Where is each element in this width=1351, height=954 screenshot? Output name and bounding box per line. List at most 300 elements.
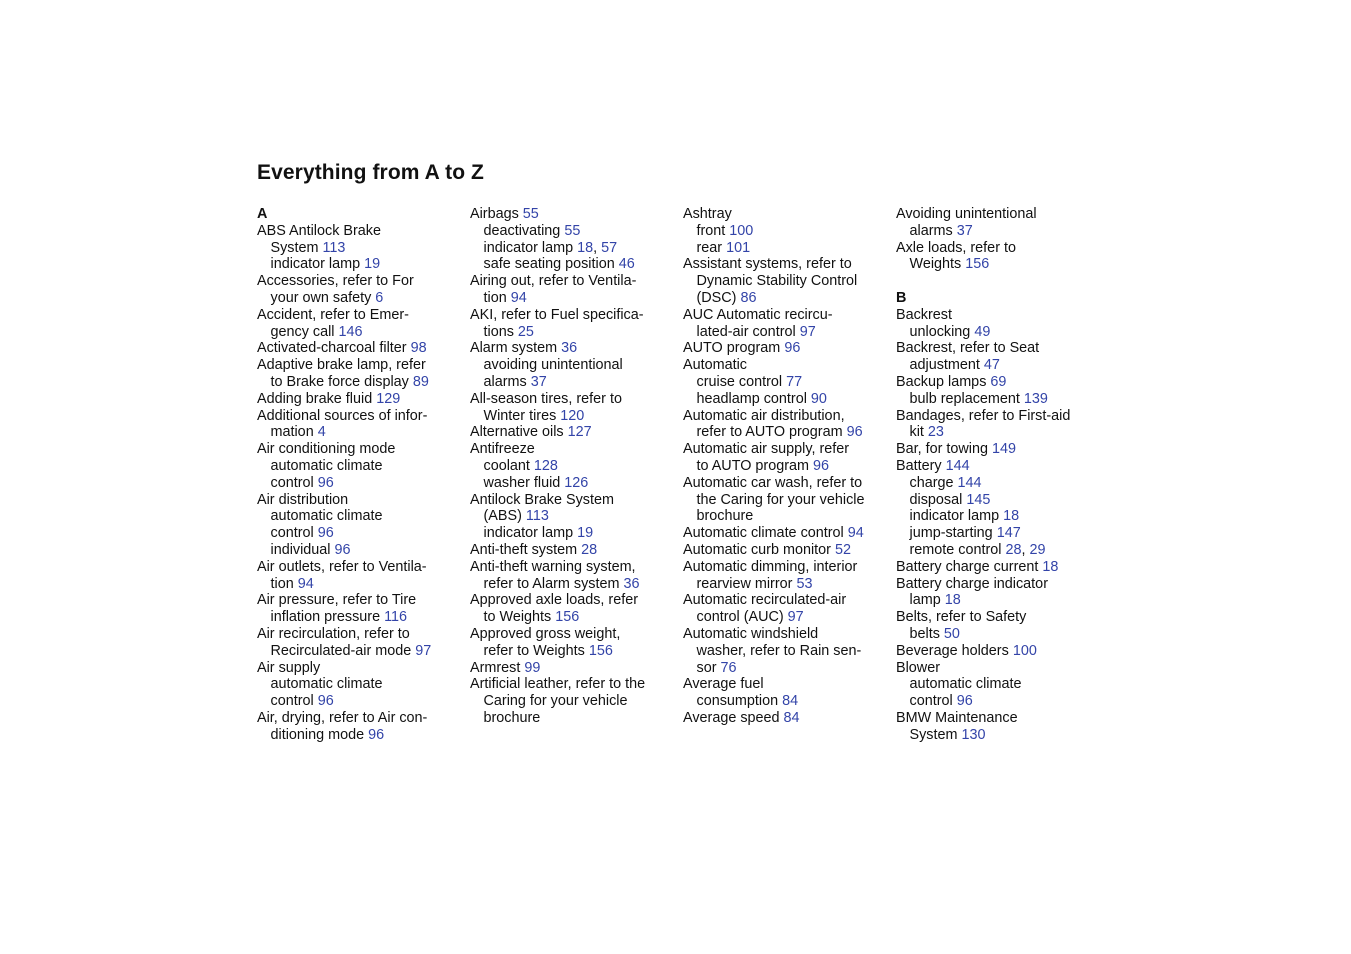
entry-text: Air supply bbox=[257, 659, 321, 676]
page-link[interactable]: 113 bbox=[322, 239, 346, 256]
entry-text: Alternative oils bbox=[470, 424, 564, 441]
page-link[interactable]: 97 bbox=[799, 323, 816, 340]
index-subentry bbox=[683, 693, 883, 710]
index-subentry bbox=[896, 492, 1096, 509]
page-link[interactable]: 53 bbox=[796, 575, 813, 592]
index-subentry bbox=[683, 223, 883, 240]
page-link[interactable]: 77 bbox=[786, 373, 803, 390]
entry-text: to AUTO program bbox=[696, 457, 810, 474]
page-link[interactable]: 76 bbox=[720, 659, 737, 676]
entry-text: Beverage holders bbox=[896, 642, 1009, 659]
page-link[interactable]: 156 bbox=[965, 256, 990, 273]
page-link[interactable]: 116 bbox=[384, 609, 408, 626]
index-entry bbox=[470, 676, 670, 693]
index-entry bbox=[683, 525, 883, 542]
page-link[interactable]: 23 bbox=[927, 424, 944, 441]
entry-text: Assistant systems, refer to bbox=[683, 256, 852, 273]
entry-text: BMW Maintenance bbox=[896, 709, 1018, 726]
index-entry bbox=[470, 206, 670, 223]
index-entry bbox=[896, 643, 1096, 660]
index-subentry bbox=[257, 290, 457, 307]
page-link[interactable]: 145 bbox=[966, 491, 991, 508]
entry-text: Additional sources of infor- bbox=[257, 407, 428, 424]
page-link[interactable]: 94 bbox=[297, 575, 314, 592]
entry-text: gency call bbox=[270, 323, 335, 340]
page-link[interactable]: 97 bbox=[415, 642, 432, 659]
entry-text: to Weights bbox=[483, 609, 552, 626]
index-entry bbox=[257, 592, 457, 609]
index-entry bbox=[257, 340, 457, 357]
entry-text: Avoiding unintentional bbox=[896, 206, 1037, 222]
index-subentry bbox=[470, 693, 670, 710]
index-entry bbox=[470, 391, 670, 408]
entry-text: Blower bbox=[896, 659, 940, 676]
page-link[interactable]: 113 bbox=[525, 508, 549, 525]
section-letter-heading: B bbox=[896, 289, 907, 306]
index-subentry bbox=[470, 576, 670, 593]
entry-text: Airbags bbox=[470, 206, 519, 222]
page-link[interactable]: 126 bbox=[564, 474, 589, 491]
page-link[interactable]: 84 bbox=[783, 709, 800, 726]
entry-text: Accident, refer to Emer- bbox=[257, 306, 409, 323]
entry-text: Air, drying, refer to Air con- bbox=[257, 709, 428, 726]
index-subentry bbox=[257, 676, 457, 693]
index-entry bbox=[896, 441, 1096, 458]
entry-text: tions bbox=[483, 323, 514, 340]
index-subentry bbox=[896, 676, 1096, 693]
entry-text: kit bbox=[909, 424, 924, 441]
index-entry bbox=[896, 710, 1096, 727]
index-entry bbox=[896, 408, 1096, 425]
index-subentry bbox=[896, 391, 1096, 408]
entry-text: Automatic recirculated-air bbox=[683, 592, 847, 609]
entry-text: Belts, refer to Safety bbox=[896, 609, 1027, 626]
entry-text: cruise control bbox=[696, 373, 783, 390]
index-column-4 bbox=[896, 206, 1096, 744]
page-link[interactable]: 89 bbox=[412, 373, 429, 390]
index-entry bbox=[470, 441, 670, 458]
entry-text: Battery bbox=[896, 457, 942, 474]
index-entry bbox=[257, 307, 457, 324]
entry-text: Automatic curb monitor bbox=[683, 541, 831, 558]
page-link[interactable]: 37 bbox=[530, 373, 547, 390]
page-link[interactable]: 144 bbox=[945, 457, 970, 474]
index-entry bbox=[683, 475, 883, 492]
entry-text: Anti-theft system bbox=[470, 541, 578, 558]
page-link[interactable]: 99 bbox=[524, 659, 541, 676]
index-subentry: indicator lamp 18, 57 bbox=[483, 239, 618, 256]
page-link[interactable]: 128 bbox=[533, 457, 558, 474]
index-entry bbox=[257, 223, 457, 240]
page-link[interactable]: 96 bbox=[317, 474, 334, 491]
index-subentry bbox=[257, 374, 457, 391]
entry-text: indicator lamp bbox=[483, 525, 574, 542]
entry-text: Battery charge current bbox=[896, 558, 1039, 575]
entry-text: System bbox=[909, 726, 958, 743]
page-link[interactable]: 18 bbox=[577, 239, 594, 256]
entry-text: front bbox=[696, 222, 726, 239]
index-entry bbox=[896, 609, 1096, 626]
index-subentry bbox=[896, 626, 1096, 643]
index-entry bbox=[896, 340, 1096, 357]
entry-text: Air distribution bbox=[257, 491, 349, 508]
page-link[interactable]: 90 bbox=[810, 390, 827, 407]
page-link[interactable]: 156 bbox=[588, 642, 613, 659]
index-entry bbox=[257, 408, 457, 425]
page-link[interactable]: 69 bbox=[990, 373, 1007, 390]
entry-text: control bbox=[270, 525, 314, 542]
index-subentry bbox=[470, 290, 670, 307]
entry-text: headlamp control bbox=[696, 390, 807, 407]
page-link[interactable]: 146 bbox=[338, 323, 363, 340]
page-link[interactable]: 100 bbox=[729, 222, 754, 239]
page-link[interactable]: 96 bbox=[317, 525, 334, 542]
index-entry bbox=[470, 559, 670, 576]
entry-text: Approved axle loads, refer bbox=[470, 592, 638, 609]
page-link[interactable]: 94 bbox=[510, 289, 527, 306]
page-link[interactable]: 47 bbox=[983, 357, 1000, 374]
page-link[interactable]: 96 bbox=[334, 541, 351, 558]
page-link[interactable]: 36 bbox=[623, 575, 640, 592]
index-entry bbox=[683, 340, 883, 357]
index-subentry bbox=[257, 458, 457, 475]
index-entry bbox=[257, 626, 457, 643]
entry-text: Weights bbox=[909, 256, 962, 273]
entry-text: your own safety bbox=[270, 289, 372, 306]
entry-text: brochure bbox=[696, 508, 754, 525]
entry-text: Adaptive brake lamp, refer bbox=[257, 357, 426, 374]
index-entry bbox=[257, 391, 457, 408]
page-link[interactable]: 19 bbox=[577, 525, 594, 542]
page-link[interactable]: 120 bbox=[560, 407, 585, 424]
page-link[interactable]: 100 bbox=[1012, 642, 1037, 659]
index-subentry bbox=[896, 508, 1096, 525]
entry-text: refer to Weights bbox=[483, 642, 585, 659]
index-entry bbox=[896, 307, 1096, 324]
page-link[interactable]: 6 bbox=[375, 289, 384, 306]
index-subentry: remote control 28, 29 bbox=[909, 541, 1046, 558]
page-link[interactable]: 46 bbox=[618, 256, 635, 273]
entry-text: Air pressure, refer to Tire bbox=[257, 592, 417, 609]
entry-text: automatic climate bbox=[270, 508, 383, 525]
entry-text: Caring for your vehicle bbox=[483, 693, 628, 710]
entry-text: unlocking bbox=[909, 323, 971, 340]
index-entry bbox=[257, 492, 457, 509]
entry-text: Bar, for towing bbox=[896, 441, 988, 458]
index-entry bbox=[683, 256, 883, 273]
entry-text: avoiding unintentional bbox=[483, 357, 623, 374]
entry-text: (ABS) bbox=[483, 508, 522, 525]
page-link[interactable]: 4 bbox=[317, 424, 326, 441]
index-entry bbox=[683, 542, 883, 559]
entry-text: sor bbox=[696, 659, 717, 676]
entry-text: (DSC) bbox=[696, 289, 737, 306]
page-link[interactable]: 130 bbox=[961, 726, 986, 743]
entry-text: Activated-charcoal filter bbox=[257, 340, 407, 357]
entry-text: Backrest bbox=[896, 306, 952, 323]
index-entry bbox=[257, 710, 457, 727]
entry-text: Bandages, refer to First-aid bbox=[896, 407, 1071, 424]
entry-text: Armrest bbox=[470, 659, 521, 676]
entry-text: charge bbox=[909, 474, 954, 491]
index-subentry bbox=[470, 508, 670, 525]
entry-text: belts bbox=[909, 625, 940, 642]
entry-text: AUTO program bbox=[683, 340, 781, 357]
page-link[interactable]: 96 bbox=[368, 726, 385, 743]
entry-text: indicator lamp bbox=[270, 256, 361, 273]
index-entry bbox=[683, 676, 883, 693]
entry-text: bulb replacement bbox=[909, 390, 1020, 407]
entry-text: disposal bbox=[909, 491, 963, 508]
index-subentry bbox=[683, 424, 883, 441]
entry-text: Adding brake fluid bbox=[257, 390, 373, 407]
entry-text: All-season tires, refer to bbox=[470, 390, 622, 407]
page-link[interactable]: 55 bbox=[564, 222, 581, 239]
index-subentry bbox=[683, 391, 883, 408]
entry-text: Automatic car wash, refer to bbox=[683, 474, 863, 491]
page-link[interactable]: 96 bbox=[813, 457, 830, 474]
entry-text: lated-air control bbox=[696, 323, 796, 340]
entry-text: to Brake force display bbox=[270, 373, 409, 390]
index-subentry bbox=[470, 609, 670, 626]
entry-text: inflation pressure bbox=[270, 609, 381, 626]
entry-text: Alarm system bbox=[470, 340, 558, 357]
entry-text: remote control bbox=[909, 541, 1002, 558]
page-link[interactable]: 101 bbox=[726, 239, 751, 256]
entry-text: tion bbox=[270, 575, 294, 592]
index-entry bbox=[683, 559, 883, 576]
index-subentry bbox=[470, 374, 670, 391]
index-entry bbox=[896, 206, 1096, 223]
page-link[interactable]: 29 bbox=[1029, 541, 1046, 558]
index-entry bbox=[683, 307, 883, 324]
index-subentry bbox=[683, 643, 883, 660]
entry-text: adjustment bbox=[909, 357, 980, 374]
entry-text: AUC Automatic recircu- bbox=[683, 306, 833, 323]
index-entry bbox=[257, 357, 457, 374]
entry-text: washer, refer to Rain sen- bbox=[696, 642, 862, 659]
entry-text: Battery charge indicator bbox=[896, 575, 1048, 592]
index-entry bbox=[470, 340, 670, 357]
index-entry bbox=[683, 710, 883, 727]
entry-text: alarms bbox=[483, 373, 527, 390]
entry-text: control bbox=[270, 474, 314, 491]
entry-text: rear bbox=[696, 239, 723, 256]
index-entry bbox=[470, 542, 670, 559]
page-link[interactable]: 55 bbox=[522, 206, 539, 222]
page-link[interactable]: 97 bbox=[787, 609, 804, 626]
index-subentry bbox=[257, 324, 457, 341]
index-entry bbox=[257, 441, 457, 458]
page-link[interactable]: 18 bbox=[944, 592, 961, 609]
index-entry bbox=[896, 458, 1096, 475]
entry-text: automatic climate bbox=[909, 676, 1022, 693]
entry-text: ditioning mode bbox=[270, 726, 365, 743]
entry-text: individual bbox=[270, 541, 331, 558]
page-link[interactable]: 57 bbox=[601, 239, 618, 256]
index-subentry bbox=[257, 542, 457, 559]
entry-text: automatic climate bbox=[270, 676, 383, 693]
index-entry bbox=[896, 240, 1096, 257]
index-subentry bbox=[896, 475, 1096, 492]
index-subentry bbox=[896, 223, 1096, 240]
index-subentry bbox=[683, 660, 883, 677]
index-subentry bbox=[257, 475, 457, 492]
index-subentry bbox=[683, 273, 883, 290]
entry-text: Automatic air distribution, bbox=[683, 407, 845, 424]
entry-text: deactivating bbox=[483, 222, 561, 239]
entry-text: the Caring for your vehicle bbox=[696, 491, 865, 508]
page-link[interactable]: 25 bbox=[517, 323, 534, 340]
index-subentry bbox=[257, 727, 457, 744]
section-letter-heading: A bbox=[257, 206, 268, 222]
page-link[interactable]: 96 bbox=[317, 693, 334, 710]
entry-text: Recirculated-air mode bbox=[270, 642, 412, 659]
entry-text: Air conditioning mode bbox=[257, 441, 396, 458]
page-link[interactable]: 28 bbox=[581, 541, 598, 558]
entry-text: jump-starting bbox=[909, 525, 993, 542]
entry-text: control bbox=[270, 693, 314, 710]
index-subentry bbox=[470, 458, 670, 475]
index-entry bbox=[896, 576, 1096, 593]
index-column-1 bbox=[257, 206, 457, 744]
entry-text: safe seating position bbox=[483, 256, 615, 273]
index-subentry bbox=[257, 424, 457, 441]
index-entry bbox=[896, 374, 1096, 391]
entry-text: Average speed bbox=[683, 709, 780, 726]
entry-text: Automatic bbox=[683, 357, 747, 374]
index-subentry bbox=[470, 643, 670, 660]
entry-text: Automatic air supply, refer bbox=[683, 441, 850, 458]
page-link[interactable]: 18 bbox=[1042, 558, 1059, 575]
entry-text: AKI, refer to Fuel specifica- bbox=[470, 306, 644, 323]
entry-text: tion bbox=[483, 289, 507, 306]
page-link[interactable]: 50 bbox=[943, 625, 960, 642]
entry-text: rearview mirror bbox=[696, 575, 793, 592]
page-link[interactable]: 49 bbox=[974, 323, 991, 340]
page-link[interactable]: 156 bbox=[555, 609, 580, 626]
entry-text: alarms bbox=[909, 222, 953, 239]
entry-text: Airing out, refer to Ventila- bbox=[470, 273, 637, 290]
entry-text: Air outlets, refer to Ventila- bbox=[257, 558, 427, 575]
page-link[interactable]: 98 bbox=[410, 340, 427, 357]
page-title: Everything from A to Z bbox=[257, 161, 484, 184]
entry-text: Axle loads, refer to bbox=[896, 239, 1016, 256]
index-subentry bbox=[470, 710, 670, 727]
entry-text: Ashtray bbox=[683, 206, 732, 222]
page-link[interactable]: 86 bbox=[740, 289, 757, 306]
page-link[interactable]: 144 bbox=[957, 474, 982, 491]
index-subentry bbox=[683, 374, 883, 391]
index-column-3 bbox=[683, 206, 883, 727]
page-link[interactable]: 28 bbox=[1005, 541, 1022, 558]
entry-text: Approved gross weight, bbox=[470, 625, 621, 642]
page-link[interactable]: 129 bbox=[376, 390, 401, 407]
page-link[interactable]: 52 bbox=[834, 541, 851, 558]
entry-text: Automatic windshield bbox=[683, 625, 819, 642]
index-subentry bbox=[257, 256, 457, 273]
entry-text: automatic climate bbox=[270, 457, 383, 474]
index-subentry bbox=[683, 609, 883, 626]
page-link[interactable]: 147 bbox=[996, 525, 1021, 542]
entry-text: consumption bbox=[696, 693, 779, 710]
page-link[interactable]: 127 bbox=[567, 424, 592, 441]
entry-text: System bbox=[270, 239, 319, 256]
index-entry bbox=[470, 492, 670, 509]
index-subentry bbox=[257, 643, 457, 660]
entry-text: Backrest, refer to Seat bbox=[896, 340, 1040, 357]
index-subentry bbox=[470, 357, 670, 374]
index-subentry bbox=[896, 324, 1096, 341]
index-entry bbox=[896, 660, 1096, 677]
index-entry bbox=[896, 559, 1096, 576]
index-entry bbox=[683, 626, 883, 643]
index-subentry bbox=[683, 508, 883, 525]
page-link[interactable]: 96 bbox=[846, 424, 863, 441]
index-subentry bbox=[470, 223, 670, 240]
entry-text: Backup lamps bbox=[896, 373, 987, 390]
entry-text: brochure bbox=[483, 709, 541, 726]
page-link[interactable]: 96 bbox=[956, 693, 973, 710]
index-entry bbox=[470, 424, 670, 441]
entry-text: coolant bbox=[483, 457, 530, 474]
index-subentry bbox=[257, 240, 457, 257]
index-entry bbox=[683, 206, 883, 223]
index-entry bbox=[257, 273, 457, 290]
entry-text: refer to AUTO program bbox=[696, 424, 843, 441]
index-column-2 bbox=[470, 206, 670, 727]
entry-text: Antilock Brake System bbox=[470, 491, 614, 508]
entry-text: control (AUC) bbox=[696, 609, 784, 626]
page-link[interactable]: 94 bbox=[847, 525, 864, 542]
page-link[interactable]: 19 bbox=[364, 256, 381, 273]
page-link[interactable]: 96 bbox=[784, 340, 801, 357]
entry-text: control bbox=[909, 693, 953, 710]
index-entry bbox=[683, 357, 883, 374]
entry-text: Artificial leather, refer to the bbox=[470, 676, 646, 693]
index-subentry bbox=[896, 525, 1096, 542]
page-link[interactable]: 36 bbox=[561, 340, 578, 357]
entry-text: ABS Antilock Brake bbox=[257, 222, 381, 239]
entry-text: Antifreeze bbox=[470, 441, 535, 458]
page-link[interactable]: 139 bbox=[1023, 390, 1048, 407]
index-subentry bbox=[470, 408, 670, 425]
entry-text: refer to Alarm system bbox=[483, 575, 620, 592]
page-link[interactable]: 84 bbox=[782, 693, 799, 710]
entry-text: Automatic dimming, interior bbox=[683, 558, 858, 575]
index-subentry bbox=[683, 240, 883, 257]
entry-text: Air recirculation, refer to bbox=[257, 625, 410, 642]
index-entry bbox=[470, 592, 670, 609]
entry-text: washer fluid bbox=[483, 474, 561, 491]
index-subentry bbox=[257, 576, 457, 593]
index-entry bbox=[470, 273, 670, 290]
index-entry bbox=[470, 626, 670, 643]
index-subentry bbox=[683, 324, 883, 341]
page-link[interactable]: 149 bbox=[992, 441, 1017, 458]
index-subentry bbox=[896, 727, 1096, 744]
index-subentry bbox=[896, 256, 1096, 273]
index-entry bbox=[470, 660, 670, 677]
index-subentry bbox=[896, 357, 1096, 374]
page-link[interactable]: 18 bbox=[1003, 508, 1020, 525]
index-entry bbox=[683, 408, 883, 425]
index-entry bbox=[683, 441, 883, 458]
index-entry bbox=[470, 307, 670, 324]
page-link[interactable]: 37 bbox=[956, 222, 973, 239]
entry-text: indicator lamp bbox=[483, 239, 574, 256]
entry-text: Dynamic Stability Control bbox=[696, 273, 858, 290]
